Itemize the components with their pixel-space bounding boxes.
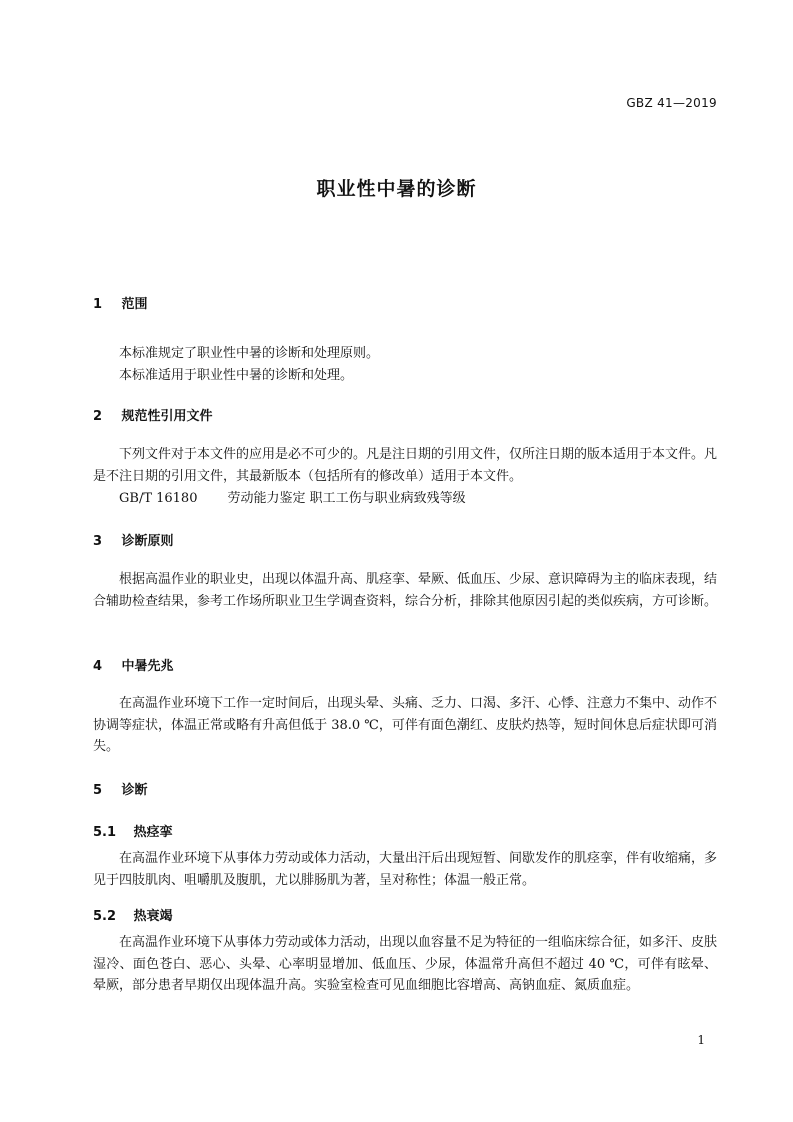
- section-number: 5: [93, 783, 103, 798]
- section-title: 规范性引用文件: [121, 409, 213, 424]
- section-2-heading: [93, 405, 213, 424]
- section-title: 中暑先兆: [121, 659, 174, 674]
- section-5-2-heading: [93, 905, 173, 924]
- subsection-number: 5.2: [93, 909, 117, 924]
- section-number: 2: [93, 409, 103, 424]
- section-5-1-heading: [93, 821, 173, 840]
- section-title: 诊断: [121, 783, 148, 798]
- normative-reference: [119, 487, 466, 506]
- section-1-heading: [93, 293, 148, 312]
- section-5-2-paragraph: 在高温作业环境下从事体力劳动或体力活动，出现以血容量不足为特征的一组临床综合征，如多汗、皮肤湿冷、面色苍白、恶心、头晕、心率明显增加、低血压、少尿，体温常升高但不超过 40 ℃，可伴有眩晕、晕厥，部分患者早期仅出现体温升高。实验室检查可见血细胞比容增高、高钠血症、氮质血症。: [93, 935, 718, 993]
- section-3-paragraph: 根据高温作业的职业史，出现以体温升高、肌痉挛、晕厥、低血压、少尿、意识障碍为主的临床表现，结合辅助检查结果，参考工作场所职业卫生学调查资料，综合分析，排除其他原因引起的类似疾病，方可诊断。: [93, 572, 718, 609]
- subsection-title: 热痉挛: [133, 825, 173, 840]
- section-4-heading: [93, 655, 174, 674]
- section-3-heading: [93, 530, 174, 549]
- page-number: 1: [697, 1033, 705, 1047]
- section-5-heading: [93, 779, 148, 798]
- section-number: 4: [93, 659, 103, 674]
- section-1-line-1: 本标准规定了职业性中暑的诊断和处理原则。: [119, 346, 380, 361]
- section-title: 范围: [121, 297, 148, 312]
- section-number: 3: [93, 534, 103, 549]
- subsection-title: 热衰竭: [133, 909, 173, 924]
- document-title: 职业性中暑的诊断: [316, 178, 477, 200]
- section-2-paragraph: 下列文件对于本文件的应用是必不可少的。凡是注日期的引用文件，仅所注日期的版本适用于本文件。凡是不注日期的引用文件，其最新版本（包括所有的修改单）适用于本文件。: [93, 447, 718, 484]
- section-4-paragraph: 在高温作业环境下工作一定时间后，出现头晕、头痛、乏力、口渴、多汗、心悸、注意力不集中、动作不协调等症状，体温正常或略有升高但低于 38.0 ℃，可伴有面色潮红、皮肤灼热等，短时间休息后症状即可消失。: [93, 696, 718, 754]
- subsection-number: 5.1: [93, 825, 117, 840]
- reference-title: 劳动能力鉴定 职工工伤与职业病致残等级: [227, 491, 466, 506]
- standard-code: GBZ 41—2019: [626, 96, 717, 110]
- section-number: 1: [93, 297, 103, 312]
- section-1-line-2: 本标准适用于职业性中暑的诊断和处理。: [119, 368, 354, 383]
- section-title: 诊断原则: [121, 534, 174, 549]
- section-5-1-paragraph: 在高温作业环境下从事体力劳动或体力活动，大量出汗后出现短暂、间歇发作的肌痉挛，伴有收缩痛，多见于四肢肌肉、咀嚼肌及腹肌，尤以腓肠肌为著，呈对称性；体温一般正常。: [93, 851, 718, 888]
- reference-code: GB/T 16180: [119, 491, 198, 506]
